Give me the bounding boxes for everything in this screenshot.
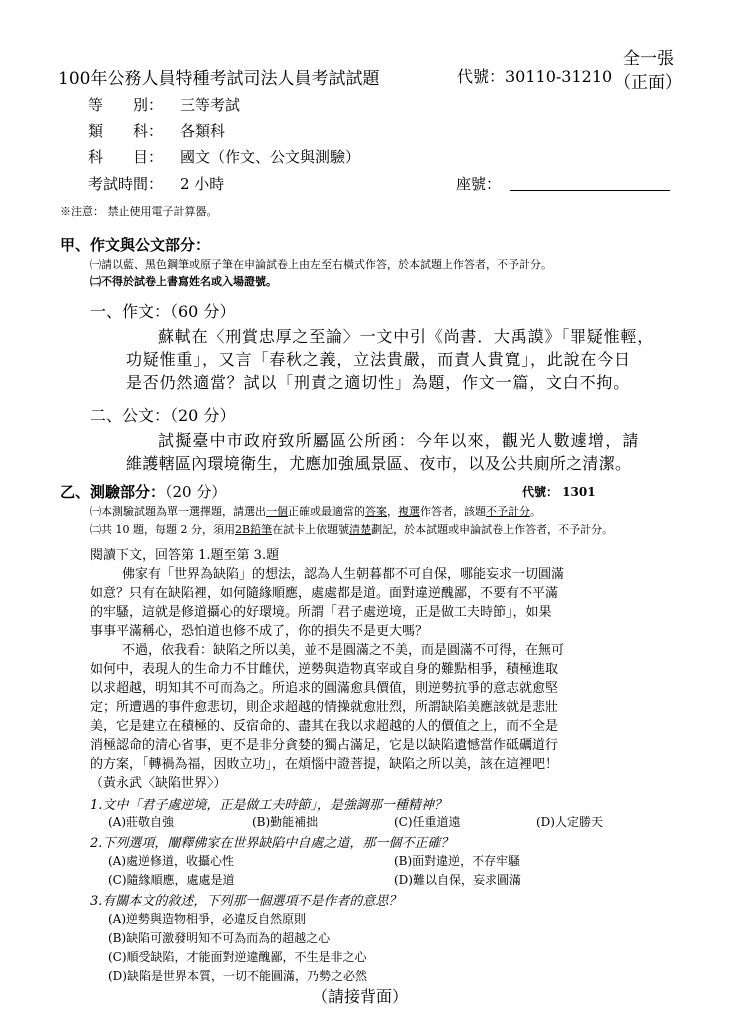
passage-line: 美，它是建立在積極的、反宿命的、盡其在我以求超越的人的價值之上，而不全是 (90, 719, 559, 734)
rule-text: ， (387, 505, 398, 518)
rule-emphasis: 一個 (266, 505, 288, 518)
passage-line: 的牢騷，這就是修道攝心的好環境。所謂「君子處逆境，正是做工夫時節」，如果 (90, 605, 552, 620)
exam-title: 100年公務人員特種考試司法人員考試試題 (58, 69, 380, 89)
passage-line: 事事平滿稱心，恐怕道也修不成了，你的損失不是更大嗎？ (90, 624, 429, 639)
part-a-rule-2: ㈡不得於試卷上書寫姓名或入場證號。 (90, 275, 277, 288)
category-value: 各類科 (180, 122, 226, 140)
reading-intro: 閱讀下文，回答第 1.題至第 3.題 (90, 548, 280, 563)
passage-line: 如何中，表現人的生命力不甘雌伏，逆勢與造物真宰或自身的難點相爭，積極進取 (90, 662, 559, 677)
passage-line: 不過，依我看：缺陷之所以美，並不是圓滿之不美，而是圓滿不可得，在無可 (122, 643, 565, 658)
passage-line: 定；所遭遇的事件愈悲切，則企求超越的情操就愈壯烈，所謂缺陷美應該就是悲壯 (90, 700, 559, 715)
passage-source: （黃永武〈缺陷世界〉） (90, 776, 227, 791)
q3-option-a: (A)逆勢與造物相爭，必違反自然原則 (108, 912, 307, 926)
passage-line: 如意？只有在缺陷裡，如何隨緣順應，處處都是道。面對違逆醜鄙，不要有不平滿 (90, 586, 559, 601)
seat-label: 座號： (456, 175, 502, 193)
question-2: 2.下列選項，闡釋佛家在世界缺陷中自處之道，那一個不正確？ (90, 836, 454, 851)
continue-on-back: （請接背面） (312, 987, 409, 1006)
rule-emphasis: 清楚 (349, 523, 372, 536)
passage-line: 佛家有「世界為缺陷」的想法，認為人生朝暮都不可自保，哪能妄求一切圓滿 (122, 567, 565, 582)
level-label: 等 別： (88, 96, 164, 114)
seat-line (510, 190, 670, 191)
rule-emphasis: 不予計分 (486, 505, 530, 518)
question-3: 3.有關本文的敘述，下列那一個選項不是作者的意思？ (90, 894, 402, 909)
q2-option-c: (C)隨緣順應，處處是道 (108, 873, 235, 887)
rule-emphasis: 答案 (365, 505, 387, 518)
essay-line: 蘇軾在〈刑賞忠厚之至論〉一文中引《尚書．大禹謨》「罪疑惟輕， (158, 327, 655, 346)
rule-emphasis: 複選 (398, 505, 420, 518)
part-b-rule-2 (90, 521, 613, 537)
passage-line: 以求超越，明知其不可而為之。所追求的圓滿愈具價值，則逆勢抗爭的意志就愈堅 (90, 681, 559, 696)
level-value: 三等考試 (180, 96, 241, 114)
official-doc-line: 維護轄區內環境衛生，尤應加強風景區、夜市，以及公共廁所之清潔。 (126, 454, 632, 473)
rule-text: 在試卡上依題號 (272, 523, 350, 536)
rule-text: 作答者，該題 (420, 505, 486, 518)
sheet-count: 全一張 (623, 49, 674, 69)
subject-label: 科 目： (88, 148, 164, 166)
time-value: 2 小時 (180, 175, 225, 193)
essay-line: 功疑惟重」，又言「春秋之義，立法貴嚴，而責人貴寬」，此說在今日 (126, 350, 631, 369)
time-label: 考試時間： (88, 175, 164, 193)
q1-option-c: (C)任重道遠 (394, 815, 461, 829)
subject-value: 國文（作文、公文與測驗） (180, 148, 361, 166)
question-1: 1.文中「君子處逆境，正是做工夫時節」，是強調那一種精神？ (90, 798, 447, 813)
q3-option-b: (B)缺陷可激發明知不可為而為的超越之心 (108, 931, 331, 945)
essay-line: 是否仍然適當？試以「刑責之適切性」為題，作文一篇，文白不拘。 (126, 373, 631, 392)
essay-title: 一、作文：（60 分） (90, 302, 236, 321)
part-b-heading (60, 481, 226, 502)
part-b-code: 代號： 1301 (522, 485, 596, 499)
q3-option-d: (D)缺陷是世界本質，一切不能圓滿，乃勢之必然 (108, 969, 367, 983)
q1-option-b: (B)勤能補拙 (252, 815, 319, 829)
rule-text: 劃記，於本試題或申論試卷上作答者，不予計分。 (371, 523, 614, 536)
calculator-note: ※注意： 禁止使用電子計算器。 (60, 205, 218, 218)
q2-option-d: (D)難以自保，妄求圓滿 (394, 873, 521, 887)
rule-text: 。 (530, 505, 541, 518)
q1-option-a: (A)莊敬自強 (108, 815, 175, 829)
part-b-heading-label: 乙、測驗部分： (60, 483, 166, 501)
part-a-heading: 甲、作文與公文部分： (60, 236, 211, 254)
rule-text: ㈡共 10 題，每題 2 分，須用 (90, 523, 235, 536)
part-b-rule-1 (90, 503, 541, 519)
official-doc-title: 二、公文：（20 分） (90, 406, 236, 425)
passage-line: 消極認命的清心省事，更不是非分貪婪的獨占滿足，它是以缺陷遺憾當作砥礪道行 (90, 738, 559, 753)
q2-option-b: (B)面對違逆，不存牢騷 (394, 854, 521, 868)
rule-emphasis: 2B鉛筆 (234, 523, 273, 536)
part-a-rule-1: ㈠請以藍、黑色鋼筆或原子筆在申論試卷上由左至右橫式作答，於本試題上作答者，不予計分。 (90, 258, 552, 271)
sheet-side: （正面） (614, 73, 682, 93)
category-label: 類 科： (88, 122, 164, 140)
official-doc-line: 試擬臺中市政府致所屬區公所函：今年以來，觀光人數遽增，請 (158, 431, 640, 450)
part-b-heading-score: （20 分） (165, 483, 227, 501)
q1-option-d: (D)人定勝天 (536, 815, 603, 829)
rule-text: 正確或最適當的 (288, 505, 365, 518)
rule-text: ㈠本測驗試題為單一選擇題，請選出 (90, 505, 266, 518)
passage-line: 的方案，「轉禍為福，因敗立功」，在煩惱中證菩提，缺陷之所以美，該在這裡吧！ (90, 757, 559, 772)
q2-option-a: (A)處逆修道，收攝心性 (108, 854, 235, 868)
exam-code: 代號：30110-31210 (457, 67, 613, 86)
q3-option-c: (C)順受缺陷，才能面對逆違醜鄙，不生是非之心 (108, 950, 367, 964)
